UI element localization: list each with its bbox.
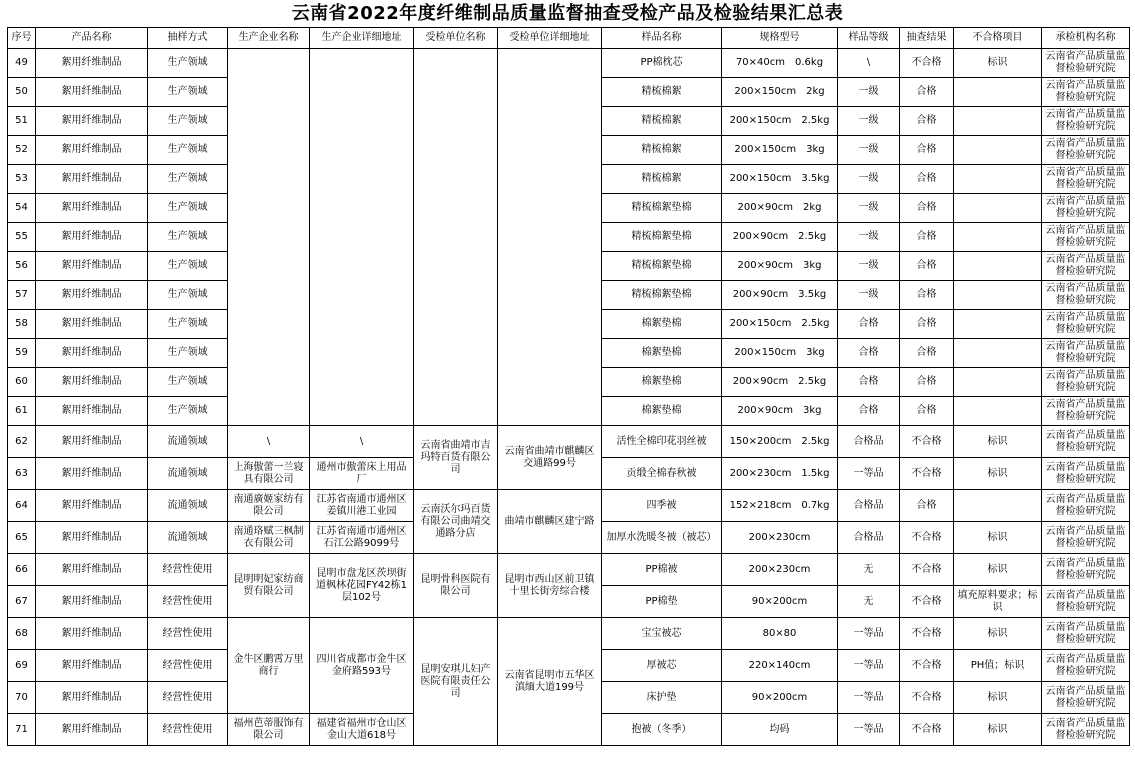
product-name: 絮用纤维制品	[36, 310, 148, 339]
product-name: 絮用纤维制品	[36, 426, 148, 458]
row-number: 50	[8, 78, 36, 107]
table-body	[8, 49, 1130, 746]
sample-grade: 一级	[838, 107, 900, 136]
inspection-result: 合格	[900, 339, 954, 368]
sample-grade: 合格	[838, 310, 900, 339]
row-number: 62	[8, 426, 36, 458]
manufacturer-address: \	[310, 426, 414, 458]
row-number: 52	[8, 136, 36, 165]
sampling-method: 经营性使用	[148, 682, 228, 714]
table-row	[8, 618, 1130, 650]
inspection-result: 不合格	[900, 554, 954, 586]
sample-name: 精梳棉絮	[602, 165, 722, 194]
sampling-method: 生产领域	[148, 107, 228, 136]
product-name: 絮用纤维制品	[36, 586, 148, 618]
row-number: 55	[8, 223, 36, 252]
results-table	[7, 27, 1130, 746]
col-header: 抽样方式	[148, 28, 228, 49]
sample-grade: 一级	[838, 252, 900, 281]
sample-name: PP棉垫	[602, 586, 722, 618]
sample-grade: 合格品	[838, 490, 900, 522]
sample-name: 抱被（冬季）	[602, 714, 722, 746]
sample-name: 厚被芯	[602, 650, 722, 682]
sampling-method: 生产领域	[148, 223, 228, 252]
sample-name: 棉絮垫棉	[602, 310, 722, 339]
col-header: 生产企业名称	[228, 28, 310, 49]
product-name: 絮用纤维制品	[36, 554, 148, 586]
spec-model: 200×90cm 3kg	[722, 252, 838, 281]
inspected-unit-name: 昆明骨科医院有限公司	[414, 554, 498, 618]
spec-model: 200×150cm 2.5kg	[722, 310, 838, 339]
failed-items	[954, 310, 1042, 339]
inspection-agency: 云南省产品质量监督检验研究院	[1042, 682, 1130, 714]
product-name: 絮用纤维制品	[36, 714, 148, 746]
inspection-agency: 云南省产品质量监督检验研究院	[1042, 554, 1130, 586]
product-name: 絮用纤维制品	[36, 339, 148, 368]
row-number: 51	[8, 107, 36, 136]
failed-items	[954, 107, 1042, 136]
failed-items	[954, 281, 1042, 310]
manufacturer-address	[310, 49, 414, 426]
sampling-method: 经营性使用	[148, 618, 228, 650]
manufacturer-name: 福州芭蒂服饰有限公司	[228, 714, 310, 746]
inspection-agency: 云南省产品质量监督检验研究院	[1042, 136, 1130, 165]
failed-items	[954, 78, 1042, 107]
manufacturer-address: 福建省福州市仓山区金山大道618号	[310, 714, 414, 746]
product-name: 絮用纤维制品	[36, 165, 148, 194]
spec-model: 均码	[722, 714, 838, 746]
row-number: 68	[8, 618, 36, 650]
sample-name: 精梳棉絮	[602, 78, 722, 107]
inspection-result: 不合格	[900, 426, 954, 458]
sampling-method: 流通领域	[148, 426, 228, 458]
sampling-method: 生产领域	[148, 397, 228, 426]
sampling-method: 经营性使用	[148, 586, 228, 618]
product-name: 絮用纤维制品	[36, 136, 148, 165]
inspection-agency: 云南省产品质量监督检验研究院	[1042, 618, 1130, 650]
sample-grade: 合格	[838, 368, 900, 397]
sampling-method: 流通领域	[148, 490, 228, 522]
inspection-agency: 云南省产品质量监督检验研究院	[1042, 310, 1130, 339]
product-name: 絮用纤维制品	[36, 368, 148, 397]
spec-model: 70×40cm 0.6kg	[722, 49, 838, 78]
product-name: 絮用纤维制品	[36, 522, 148, 554]
sampling-method: 生产领域	[148, 49, 228, 78]
spec-model: 200×150cm 3.5kg	[722, 165, 838, 194]
sample-name: 精梳棉絮垫棉	[602, 252, 722, 281]
inspection-agency: 云南省产品质量监督检验研究院	[1042, 714, 1130, 746]
failed-items: 标识	[954, 426, 1042, 458]
inspection-result: 不合格	[900, 714, 954, 746]
sample-name: 宝宝被芯	[602, 618, 722, 650]
spec-model: 200×90cm 2.5kg	[722, 368, 838, 397]
inspected-unit-name: 昆明安琪儿妇产医院有限责任公司	[414, 618, 498, 746]
sample-grade: 合格品	[838, 522, 900, 554]
inspected-unit-address: 云南省昆明市五华区滇缅大道199号	[498, 618, 602, 746]
col-header: 序号	[8, 28, 36, 49]
row-number: 70	[8, 682, 36, 714]
failed-items: 标识	[954, 554, 1042, 586]
failed-items: 标识	[954, 618, 1042, 650]
failed-items: 标识	[954, 714, 1042, 746]
sampling-method: 生产领域	[148, 194, 228, 223]
row-number: 61	[8, 397, 36, 426]
sample-grade: 一级	[838, 281, 900, 310]
inspection-result: 合格	[900, 107, 954, 136]
col-header: 生产企业详细地址	[310, 28, 414, 49]
inspection-agency: 云南省产品质量监督检验研究院	[1042, 252, 1130, 281]
inspected-unit-address: 昆明市西山区前卫镇十里长街旁综合楼	[498, 554, 602, 618]
inspection-result: 合格	[900, 252, 954, 281]
inspected-unit-name: 云南沃尔玛百货有限公司曲靖交通路分店	[414, 490, 498, 554]
product-name: 絮用纤维制品	[36, 618, 148, 650]
col-header: 样品名称	[602, 28, 722, 49]
sampling-method: 生产领域	[148, 368, 228, 397]
inspected-unit-name	[414, 49, 498, 426]
inspection-agency: 云南省产品质量监督检验研究院	[1042, 281, 1130, 310]
product-name: 絮用纤维制品	[36, 107, 148, 136]
sample-grade: 一等品	[838, 682, 900, 714]
sampling-method: 经营性使用	[148, 650, 228, 682]
inspection-result: 不合格	[900, 458, 954, 490]
inspection-agency: 云南省产品质量监督检验研究院	[1042, 458, 1130, 490]
sample-name: 床护垫	[602, 682, 722, 714]
manufacturer-address: 四川省成都市金牛区金府路593号	[310, 618, 414, 714]
sample-name: 精梳棉絮	[602, 136, 722, 165]
spec-model: 220×140cm	[722, 650, 838, 682]
table-row	[8, 426, 1130, 458]
row-number: 49	[8, 49, 36, 78]
failed-items	[954, 339, 1042, 368]
inspection-result: 合格	[900, 223, 954, 252]
manufacturer-name	[228, 49, 310, 426]
failed-items	[954, 223, 1042, 252]
col-header: 受检单位详细地址	[498, 28, 602, 49]
inspection-result: 不合格	[900, 618, 954, 650]
spec-model: 200×90cm 2.5kg	[722, 223, 838, 252]
sample-grade: 一级	[838, 78, 900, 107]
header-row	[8, 28, 1130, 49]
failed-items	[954, 490, 1042, 522]
sample-grade: 一等品	[838, 618, 900, 650]
sample-grade: 一级	[838, 223, 900, 252]
row-number: 56	[8, 252, 36, 281]
sample-name: 精梳棉絮垫棉	[602, 194, 722, 223]
spec-model: 80×80	[722, 618, 838, 650]
inspection-agency: 云南省产品质量监督检验研究院	[1042, 397, 1130, 426]
row-number: 63	[8, 458, 36, 490]
manufacturer-address: 江苏省南通市通州区姜镇川港工业园	[310, 490, 414, 522]
sample-name: PP棉被	[602, 554, 722, 586]
failed-items	[954, 368, 1042, 397]
row-number: 67	[8, 586, 36, 618]
sample-name: 四季被	[602, 490, 722, 522]
row-number: 65	[8, 522, 36, 554]
sample-name: 棉絮垫棉	[602, 339, 722, 368]
product-name: 絮用纤维制品	[36, 223, 148, 252]
manufacturer-address: 昆明市盘龙区茨坝街道枫林花园FY42栋1层102号	[310, 554, 414, 618]
spec-model: 200×90cm 3kg	[722, 397, 838, 426]
row-number: 57	[8, 281, 36, 310]
inspected-unit-name: 云南省曲靖市吉玛特百货有限公司	[414, 426, 498, 490]
spec-model: 200×150cm 2kg	[722, 78, 838, 107]
failed-items: 填充原料要求；标识	[954, 586, 1042, 618]
row-number: 53	[8, 165, 36, 194]
table-row	[8, 49, 1130, 78]
inspection-agency: 云南省产品质量监督检验研究院	[1042, 426, 1130, 458]
manufacturer-name: 南通廣姬家纺有限公司	[228, 490, 310, 522]
failed-items: 标识	[954, 522, 1042, 554]
sampling-method: 生产领域	[148, 339, 228, 368]
sampling-method: 经营性使用	[148, 554, 228, 586]
manufacturer-name: 南通珞赋三枫制衣有限公司	[228, 522, 310, 554]
inspection-result: 合格	[900, 165, 954, 194]
row-number: 58	[8, 310, 36, 339]
spec-model: 152×218cm 0.7kg	[722, 490, 838, 522]
inspection-agency: 云南省产品质量监督检验研究院	[1042, 339, 1130, 368]
inspection-result: 合格	[900, 78, 954, 107]
inspection-result: 合格	[900, 281, 954, 310]
row-number: 54	[8, 194, 36, 223]
spec-model: 200×230cm	[722, 554, 838, 586]
col-header: 不合格项目	[954, 28, 1042, 49]
row-number: 71	[8, 714, 36, 746]
inspection-result: 合格	[900, 136, 954, 165]
page-title: 云南省2022年度纤维制品质量监督抽查受检产品及检验结果汇总表	[291, 3, 844, 24]
inspection-agency: 云南省产品质量监督检验研究院	[1042, 107, 1130, 136]
col-header: 承检机构名称	[1042, 28, 1130, 49]
inspection-agency: 云南省产品质量监督检验研究院	[1042, 78, 1130, 107]
inspection-agency: 云南省产品质量监督检验研究院	[1042, 194, 1130, 223]
sample-grade: 一级	[838, 136, 900, 165]
spec-model: 200×90cm 3.5kg	[722, 281, 838, 310]
product-name: 絮用纤维制品	[36, 252, 148, 281]
sample-grade: 一等品	[838, 650, 900, 682]
inspection-agency: 云南省产品质量监督检验研究院	[1042, 586, 1130, 618]
failed-items	[954, 136, 1042, 165]
inspection-agency: 云南省产品质量监督检验研究院	[1042, 49, 1130, 78]
sample-name: 棉絮垫棉	[602, 368, 722, 397]
sample-grade: 一等品	[838, 458, 900, 490]
product-name: 絮用纤维制品	[36, 397, 148, 426]
failed-items: PH值；标识	[954, 650, 1042, 682]
spec-model: 90×200cm	[722, 586, 838, 618]
sample-grade: 无	[838, 586, 900, 618]
manufacturer-name: 金牛区鹏霄万里商行	[228, 618, 310, 714]
col-header: 受检单位名称	[414, 28, 498, 49]
failed-items	[954, 194, 1042, 223]
sample-name: 精梳棉絮	[602, 107, 722, 136]
inspected-unit-address: 云南省曲靖市麒麟区交通路99号	[498, 426, 602, 490]
manufacturer-name: 上海傲蕾一兰寝具有限公司	[228, 458, 310, 490]
col-header: 样品等级	[838, 28, 900, 49]
product-name: 絮用纤维制品	[36, 78, 148, 107]
sample-name: 精梳棉絮垫棉	[602, 223, 722, 252]
row-number: 64	[8, 490, 36, 522]
inspection-result: 合格	[900, 490, 954, 522]
row-number: 60	[8, 368, 36, 397]
failed-items	[954, 165, 1042, 194]
product-name: 絮用纤维制品	[36, 49, 148, 78]
sample-grade: 合格	[838, 397, 900, 426]
manufacturer-address: 江苏省南通市通州区石江公路9099号	[310, 522, 414, 554]
inspection-result: 合格	[900, 310, 954, 339]
sampling-method: 生产领域	[148, 136, 228, 165]
failed-items: 标识	[954, 49, 1042, 78]
inspection-result: 不合格	[900, 522, 954, 554]
sample-name: 加厚水洗暖冬被（被芯）	[602, 522, 722, 554]
inspection-result: 合格	[900, 194, 954, 223]
sample-grade: 一等品	[838, 714, 900, 746]
spec-model: 150×200cm 2.5kg	[722, 426, 838, 458]
inspected-unit-address: 曲靖市麒麟区建宁路	[498, 490, 602, 554]
inspection-result: 不合格	[900, 682, 954, 714]
product-name: 絮用纤维制品	[36, 650, 148, 682]
inspection-result: 不合格	[900, 49, 954, 78]
sample-grade: 一级	[838, 165, 900, 194]
failed-items: 标识	[954, 458, 1042, 490]
sample-name: 棉絮垫棉	[602, 397, 722, 426]
failed-items: 标识	[954, 682, 1042, 714]
sample-name: 贡缎全棉春秋被	[602, 458, 722, 490]
sample-grade: 合格品	[838, 426, 900, 458]
inspection-agency: 云南省产品质量监督检验研究院	[1042, 522, 1130, 554]
spec-model: 200×150cm 3kg	[722, 136, 838, 165]
product-name: 絮用纤维制品	[36, 458, 148, 490]
failed-items	[954, 397, 1042, 426]
inspection-agency: 云南省产品质量监督检验研究院	[1042, 368, 1130, 397]
sampling-method: 生产领域	[148, 78, 228, 107]
inspection-result: 不合格	[900, 586, 954, 618]
sample-grade: \	[838, 49, 900, 78]
col-header: 抽查结果	[900, 28, 954, 49]
spec-model: 200×230cm 1.5kg	[722, 458, 838, 490]
col-header: 规格型号	[722, 28, 838, 49]
inspection-result: 合格	[900, 368, 954, 397]
inspection-agency: 云南省产品质量监督检验研究院	[1042, 650, 1130, 682]
sample-name: 精梳棉絮垫棉	[602, 281, 722, 310]
col-header: 产品名称	[36, 28, 148, 49]
spec-model: 200×90cm 2kg	[722, 194, 838, 223]
spec-model: 90×200cm	[722, 682, 838, 714]
inspection-result: 合格	[900, 397, 954, 426]
sample-grade: 合格	[838, 339, 900, 368]
manufacturer-address: 通州市傲蕾床上用品厂	[310, 458, 414, 490]
sampling-method: 生产领域	[148, 310, 228, 339]
inspection-agency: 云南省产品质量监督检验研究院	[1042, 490, 1130, 522]
inspection-result: 不合格	[900, 650, 954, 682]
product-name: 絮用纤维制品	[36, 682, 148, 714]
row-number: 59	[8, 339, 36, 368]
sampling-method: 经营性使用	[148, 714, 228, 746]
manufacturer-name: 昆明明妃家纺商贸有限公司	[228, 554, 310, 618]
sampling-method: 生产领域	[148, 281, 228, 310]
spec-model: 200×150cm 2.5kg	[722, 107, 838, 136]
row-number: 69	[8, 650, 36, 682]
sampling-method: 流通领域	[148, 522, 228, 554]
sample-grade: 一级	[838, 194, 900, 223]
manufacturer-name: \	[228, 426, 310, 458]
sample-name: 活性全棉印花羽丝被	[602, 426, 722, 458]
failed-items	[954, 252, 1042, 281]
sample-name: PP棉枕芯	[602, 49, 722, 78]
spec-model: 200×230cm	[722, 522, 838, 554]
row-number: 66	[8, 554, 36, 586]
sample-grade: 无	[838, 554, 900, 586]
product-name: 絮用纤维制品	[36, 490, 148, 522]
inspection-agency: 云南省产品质量监督检验研究院	[1042, 223, 1130, 252]
product-name: 絮用纤维制品	[36, 194, 148, 223]
spec-model: 200×150cm 3kg	[722, 339, 838, 368]
sampling-method: 生产领域	[148, 252, 228, 281]
table-row	[8, 490, 1130, 522]
product-name: 絮用纤维制品	[36, 281, 148, 310]
table-row	[8, 554, 1130, 586]
sampling-method: 流通领域	[148, 458, 228, 490]
inspected-unit-address	[498, 49, 602, 426]
inspection-agency: 云南省产品质量监督检验研究院	[1042, 165, 1130, 194]
sampling-method: 生产领域	[148, 165, 228, 194]
